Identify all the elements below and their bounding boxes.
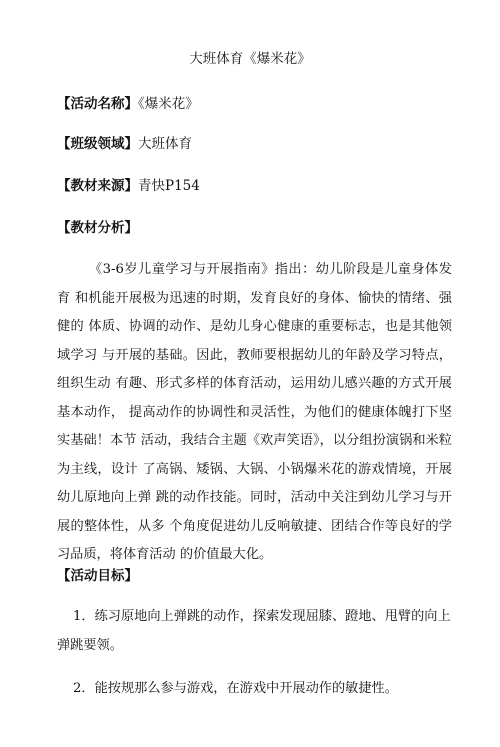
document-title: 大班体育《爆米花》 xyxy=(189,51,311,67)
material-analysis-paragraph: 《3-6岁儿童学习与开展指南》指出：幼儿阶段是儿童身体发育 和机能开展极为迅速的时期，发育良好的身体、愉快的情绪、强健的 体质、协调的动作、是幼儿身心健康的重要标志，也是其他领域学习 与开展的基础。因此，教师要根据幼儿的年龄及学习特点，组织生动 有趣、形式多样的体育活动，运用幼儿感兴趣的方式开展基本动作， 提高动作的协调性和灵活性，为他们的健康体魄打下坚实基础！本节 活动，我结合主题《欢声笑语》，以分组扮演锅和米粒为主线，设计 了高锅、矮锅、大锅、小锅爆米花的游戏情境，开展幼儿原地向上弹 跳的动作技能。同时，活动中关注到幼儿学习与开展的整体性，从多 个角度促进幼儿反响敏捷、团结合作等良好的学习品质，将体育活动 的价值最大化。 xyxy=(57,262,452,562)
activity-goal-item-2: 2．能按规那么参与游戏，在游戏中开展动作的敏捷性。 xyxy=(73,681,398,696)
activity-goal-item-1: 1．练习原地向上弹跳的动作，探索发现屈膝、蹬地、甩臂的向上弹跳要领。 xyxy=(57,609,451,653)
material-analysis-heading: 【教材分析】 xyxy=(57,220,138,236)
material-source-field xyxy=(57,177,200,195)
class-domain-value: 大班体育 xyxy=(138,136,192,152)
material-source-value: 青快P154 xyxy=(138,178,200,194)
activity-goals-heading: 【活动目标】 xyxy=(57,568,138,584)
activity-name-field xyxy=(57,95,199,113)
material-source-label: 【教材来源】 xyxy=(57,178,138,194)
activity-name-label: 【活动名称】 xyxy=(57,96,138,112)
class-domain-field xyxy=(57,135,192,153)
class-domain-label: 【班级领域】 xyxy=(57,136,138,152)
activity-name-value: 《爆米花》 xyxy=(138,96,199,112)
